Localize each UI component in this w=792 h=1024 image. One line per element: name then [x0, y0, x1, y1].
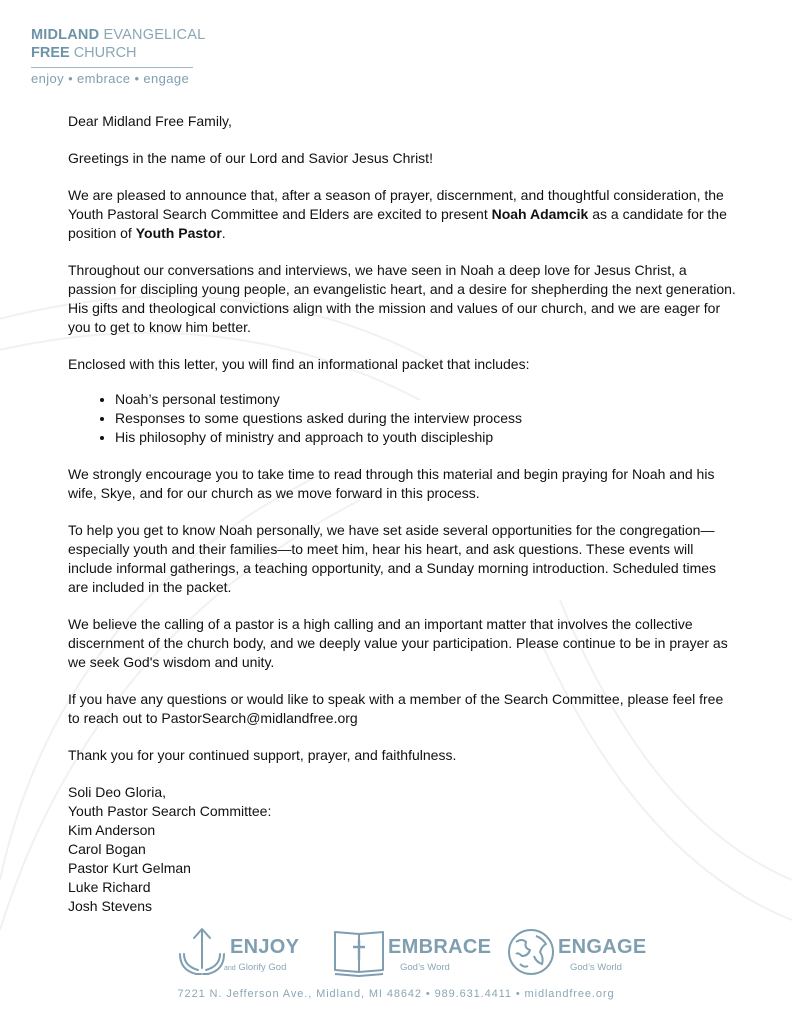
- embrace-subtitle: God’s Word: [400, 962, 450, 973]
- list-item: • Noah’s personal testimony: [115, 390, 736, 409]
- enjoy-subtitle: and Glorify God: [224, 962, 287, 973]
- committee-member: Carol Bogan: [68, 841, 146, 857]
- footer-logos: [172, 924, 647, 982]
- letterhead-divider: [31, 67, 193, 68]
- globe-icon: [506, 924, 558, 980]
- embrace-title: EMBRACE: [388, 936, 492, 958]
- enjoy-title: ENJOY: [230, 936, 300, 958]
- salutation: Dear Midland Free Family,: [68, 113, 232, 129]
- signoff: [68, 783, 736, 916]
- engage-subtitle: God’s World: [570, 962, 622, 973]
- position-title: Youth Pastor: [135, 225, 222, 241]
- candidate-name: Noah Adamcik: [491, 206, 589, 222]
- calling-paragraph: We believe the calling of a pastor is a high calling and an important matter that involves the collective discernment of the church body, and we deeply value your participation. Please continue to be in prayer as we seek God's wisdom and unity.: [68, 616, 728, 670]
- events-paragraph: To help you get to know Noah personally, we have set aside several opportunities for the congregation—especially youth and their families—to meet him, hear his heart, and ask questions. These events will include informal gatherings, a teaching opportunity, and a Sunday morning introduction. Scheduled times are included in the packet.: [68, 522, 717, 595]
- list-item: • His philosophy of ministry and approach to youth discipleship: [115, 428, 736, 447]
- committee-member: Pastor Kurt Gelman: [68, 860, 191, 876]
- footer-address: 7221 N. Jefferson Ave., Midland, MI 48642 • 989.631.4411 • midlandfree.org: [177, 988, 615, 1000]
- letterhead: [31, 26, 206, 86]
- love-paragraph: Throughout our conversations and interviews, we have seen in Noah a deep love for Jesus Christ, a passion for discipling young people, an evangelistic heart, and a desire for shepherding the next generation. His gifts and theological convictions align with the mission and values of our church, and we are eager for you to get to know him better.: [68, 262, 736, 335]
- questions-paragraph: If you have any questions or would like to speak with a member of the Search Committee, please feel free to reach out to PastorSearch@midlandfree.org: [68, 691, 724, 726]
- committee-member: Josh Stevens: [68, 898, 153, 914]
- hands-arrow-icon: [174, 924, 230, 980]
- committee-member: Luke Richard: [68, 879, 151, 895]
- list-item: • Responses to some questions asked during the interview process: [115, 409, 736, 428]
- enclosed-intro: Enclosed with this letter, you will find an informational packet that includes:: [68, 356, 530, 372]
- packet-list: [68, 390, 736, 447]
- committee-member: Kim Anderson: [68, 822, 156, 838]
- encourage-paragraph: We strongly encourage you to take time to read through this material and begin praying for Noah and his wife, Skye, and for our church as we move forward in this process.: [68, 466, 715, 501]
- thanks-paragraph: Thank you for your continued support, prayer, and faithfulness.: [68, 747, 457, 763]
- embrace-logo: [332, 924, 492, 982]
- engage-title: ENGAGE: [558, 936, 647, 958]
- committee-title: Youth Pastor Search Committee:: [68, 803, 272, 819]
- church-name-line1: MIDLAND EVANGELICAL: [31, 27, 206, 43]
- engage-logo: [506, 924, 647, 982]
- church-tagline: enjoy • embrace • engage: [31, 71, 190, 86]
- enjoy-logo: [174, 924, 300, 982]
- closing: Soli Deo Gloria,: [68, 784, 167, 800]
- letter-body: [68, 112, 736, 916]
- greeting: Greetings in the name of our Lord and Savior Jesus Christ!: [68, 150, 433, 166]
- church-name-line2: FREE CHURCH: [31, 45, 137, 61]
- bible-cross-icon: [332, 924, 386, 980]
- announcement-paragraph: We are pleased to announce that, after a season of prayer, discernment, and thoughtful consideration, the Youth Pastoral Search Committee and Elders are excited to present Noah Adamcik as a candidate for the position of Youth Pastor.: [68, 187, 727, 241]
